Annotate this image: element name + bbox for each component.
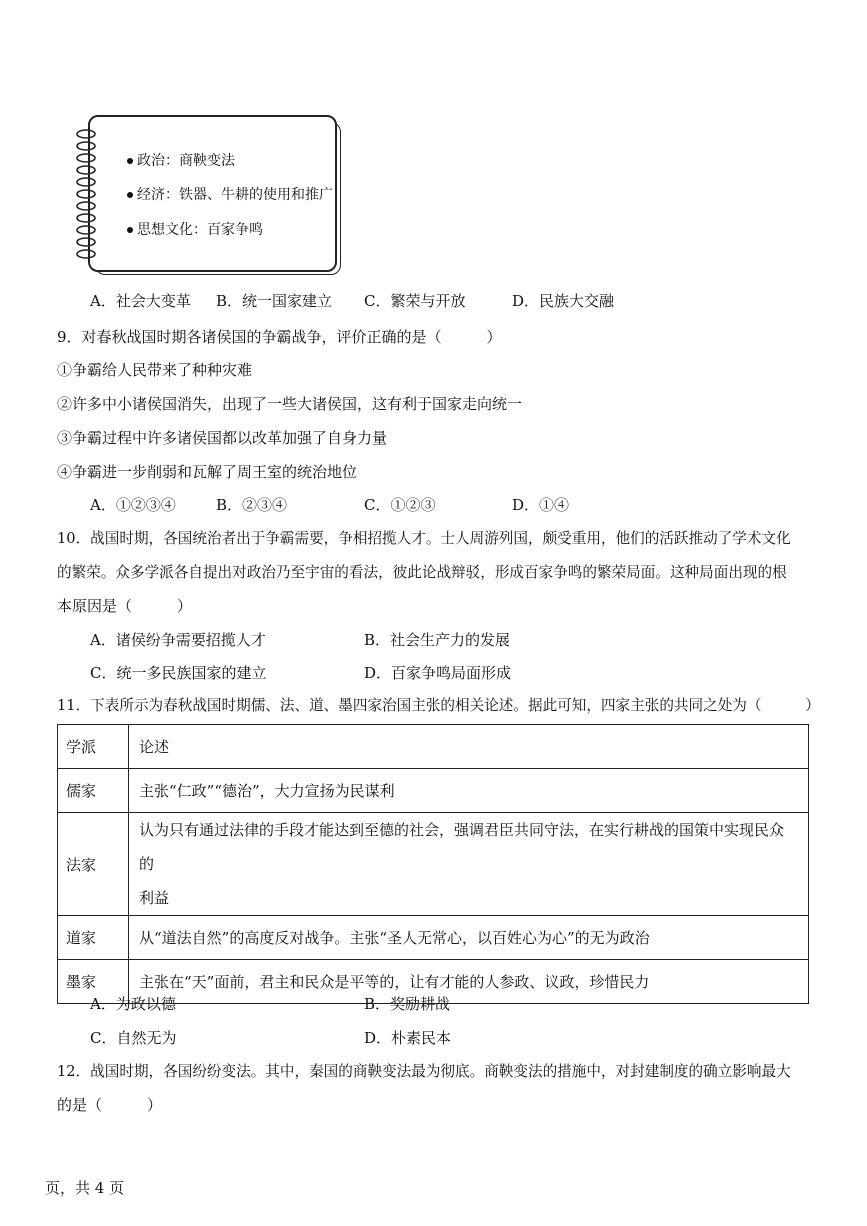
bullet-dot-icon <box>127 158 133 164</box>
table-cell-school: 儒家 <box>58 769 129 813</box>
spiral-binding-icon <box>72 126 112 260</box>
bullet-dot-icon <box>127 227 133 233</box>
q9-option-b: B．②③④ <box>216 496 288 514</box>
table-row <box>58 813 809 916</box>
table-cell-statement: 从“道法自然”的高度反对战争。主张“圣人无常心，以百姓心为心”的无为政治 <box>129 916 809 960</box>
q8-option-b: B．统一国家建立 <box>216 292 333 310</box>
card-bullet-text: 经济：铁器、牛耕的使用和推广 <box>137 187 333 203</box>
q10-stem-line-2: 的繁荣。众多学派各自提出对政治乃至宇宙的看法，彼此论战辩驳，形成百家争鸣的繁荣局面。这种局面出现的根 <box>57 564 787 581</box>
q11-option-a: A．为政以德 <box>90 995 176 1013</box>
q10-stem-line-1: 10．战国时期，各国统治者出于争霸需要，争相招揽人才。士人周游列国，颇受重用，他们的活跃推动了学术文化 <box>57 530 791 547</box>
q12-stem-line-2: 的是（ ） <box>57 1096 163 1114</box>
card-bullet-text: 政治：商鞅变法 <box>137 153 235 169</box>
q10-option-c: C．统一多民族国家的建立 <box>90 664 267 682</box>
page-footer: 页，共 4 页 <box>45 1179 125 1197</box>
table-row <box>58 916 809 960</box>
q8-option-d: D．民族大交融 <box>512 292 615 310</box>
q9-option-a: A．①②③④ <box>90 496 176 514</box>
table-header-school: 学派 <box>58 725 129 769</box>
table-cell-school: 道家 <box>58 916 129 960</box>
table-header-row <box>58 725 809 769</box>
card-bullet-2 <box>127 184 333 204</box>
q11-option-b: B．奖励耕战 <box>364 995 451 1013</box>
q9-option-c: C．①②③ <box>364 496 436 514</box>
table-row <box>58 769 809 813</box>
table-cell-line: 认为只有通过法律的手段才能达到至德的社会，强调君臣共同守法，在实行耕战的国策中实现民众的 <box>139 821 785 873</box>
card-bullet-text: 思想文化：百家争鸣 <box>137 222 263 238</box>
card-bullet-3 <box>127 219 263 239</box>
table-cell-statement: 主张在“天”面前，君主和民众是平等的，让有才能的人参政、议政，珍惜民力 <box>129 960 809 1004</box>
q8-option-a: A．社会大变革 <box>90 292 191 310</box>
q9-stem: 9．对春秋战国时期各诸侯国的争霸战争，评价正确的是（ ） <box>57 328 502 346</box>
q10-stem-line-3: 本原因是（ ） <box>57 597 193 615</box>
q12-stem-line-1: 12．战国时期，各国纷纷变法。其中，秦国的商鞅变法最为彻底。商鞅变法的措施中，对封建制度的确立影响最大 <box>57 1063 791 1080</box>
q9-item-2: ②许多中小诸侯国消失，出现了一些大诸侯国，这有利于国家走向统一 <box>57 395 523 413</box>
q11-option-d: D．朴素民本 <box>364 1029 452 1047</box>
q10-option-a: A．诸侯纷争需要招揽人才 <box>90 631 266 649</box>
q9-item-4: ④争霸进一步削弱和瓦解了周王室的统治地位 <box>57 463 358 481</box>
q9-option-d: D．①④ <box>512 496 570 514</box>
q8-option-c: C．繁荣与开放 <box>364 292 466 310</box>
bullet-dot-icon <box>127 192 133 198</box>
q10-option-d: D．百家争鸣局面形成 <box>364 664 512 682</box>
q10-option-b: B．社会生产力的发展 <box>364 631 511 649</box>
q11-stem: 11．下表所示为春秋战国时期儒、法、道、墨四家治国主张的相关论述。据此可知，四家主张的共同之处为（ ） <box>57 697 820 714</box>
q11-option-c: C．自然无为 <box>90 1029 177 1047</box>
q9-item-3: ③争霸过程中许多诸侯国都以改革加强了自身力量 <box>57 429 388 447</box>
table-cell-line: 利益 <box>139 889 170 907</box>
card-bullet-1 <box>127 150 235 170</box>
table-cell-school: 法家 <box>58 813 129 916</box>
table-cell-statement <box>129 813 809 916</box>
table-cell-statement: 主张“仁政”“德治”，大力宣扬为民谋利 <box>129 769 809 813</box>
table-header-statement: 论述 <box>129 725 809 769</box>
q9-item-1: ①争霸给人民带来了种种灾难 <box>57 361 253 379</box>
table-cell-school: 墨家 <box>58 960 129 1004</box>
q11-table <box>57 724 809 1004</box>
